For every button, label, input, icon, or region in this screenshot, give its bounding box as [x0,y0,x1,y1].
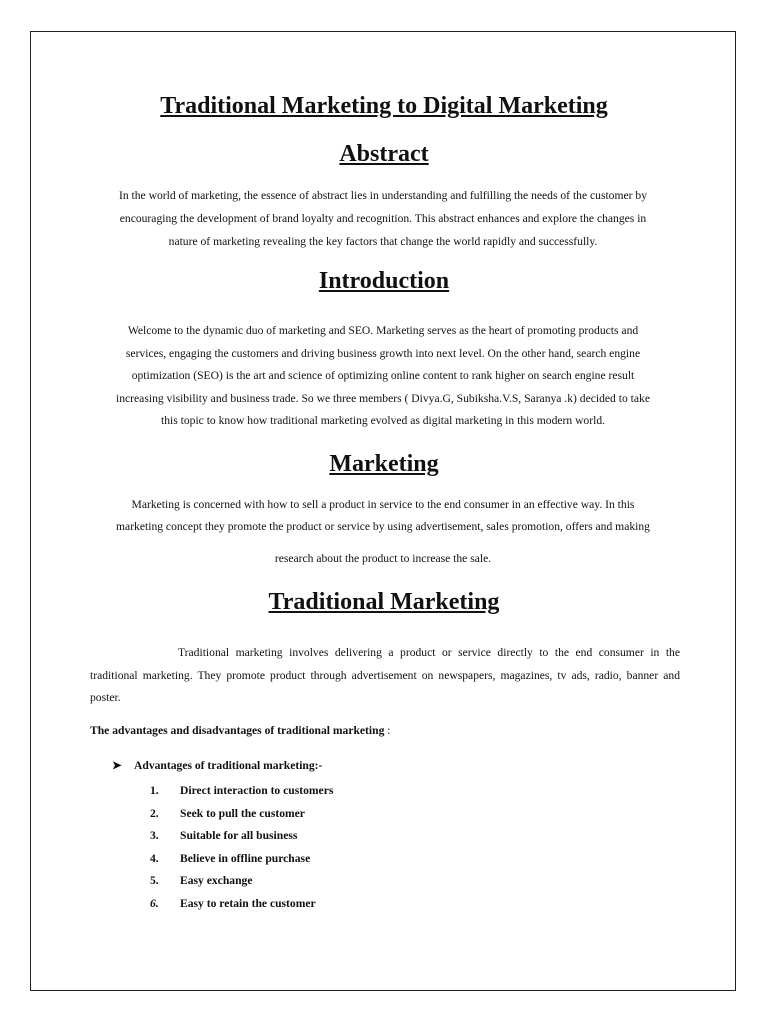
list-item-text: Direct interaction to customers [180,784,334,797]
abstract-line: nature of marketing revealing the key factors that change the world rapidly and successfully. [168,235,598,249]
list-item [150,848,333,871]
marketing-line: Marketing is concerned with how to sell a product in service to the end consumer in an effective way. In this [131,498,635,511]
marketing-line: marketing concept they promote the product or service by using advertisement, sales promotion, offers and making [116,520,650,533]
list-item-number: 6. [150,896,159,910]
introduction-line: this topic to know how traditional marketing evolved as digital marketing in this modern world. [160,414,606,427]
list-item [150,893,333,916]
introduction-line: services, engaging the customers and driving business growth into next level. On the other hand, search engine [125,346,641,360]
introduction-line: optimization (SEO) is the art and science of optimizing online content to rank higher on search engine result [131,369,635,382]
traditional-marketing-heading: Traditional Marketing [268,589,500,615]
list-item [150,803,333,826]
advantages-disadvantages-suffix: : [384,724,391,737]
advantages-list [150,780,333,915]
advantages-bullet [112,758,322,772]
list-item-text: Suitable for all business [180,829,298,842]
list-item-number: 2. [150,806,159,820]
list-item [150,780,333,803]
abstract-line: In the world of marketing, the essence of abstract lies in understanding and fulfilling the needs of the customer by [118,189,647,202]
introduction-heading: Introduction [318,268,450,294]
marketing-line: research about the product to increase the sale. [274,552,492,565]
arrow-bullet-icon: ➤ [112,759,122,772]
list-item-number: 5. [150,874,159,887]
advantages-disadvantages-label: The advantages and disadvantages of traditional marketing [90,724,385,737]
introduction-paragraph [88,320,678,433]
introduction-line: increasing visibility and business trade. So we three members ( Divya.G, Subiksha.V.S, Saranya .k) decided to take [116,391,650,405]
list-item-text: Believe in offline purchase [180,851,311,865]
marketing-paragraph [88,494,678,570]
introduction-line: Welcome to the dynamic duo of marketing and SEO. Marketing serves as the heart of promoting products and [127,324,639,337]
abstract-line: encouraging the development of brand loyalty and recognition. This abstract enhances and explore the changes in [119,212,647,226]
abstract-heading: Abstract [339,141,429,167]
list-item-number: 1. [150,784,159,797]
list-item [150,870,333,893]
list-item-number: 4. [150,851,159,865]
traditional-marketing-body: Traditional marketing involves delivering a product or service directly to the end consumer in the traditional marketing. They promote product through advertisement on newspapers, magazines, tv ads, radio, banner and poster. [90,646,680,704]
list-item-text: Seek to pull the customer [180,806,305,820]
list-item [150,825,333,848]
abstract-paragraph [88,184,678,254]
marketing-heading: Marketing [329,451,439,477]
traditional-marketing-paragraph [90,642,680,710]
advantages-disadvantages-heading [90,724,391,737]
list-item-text: Easy to retain the customer [180,896,316,910]
document-title: Traditional Marketing to Digital Marketing [160,93,608,119]
advantages-bullet-label: Advantages of traditional marketing:- [134,759,323,772]
list-item-number: 3. [150,829,159,842]
list-item-text: Easy exchange [180,874,253,887]
